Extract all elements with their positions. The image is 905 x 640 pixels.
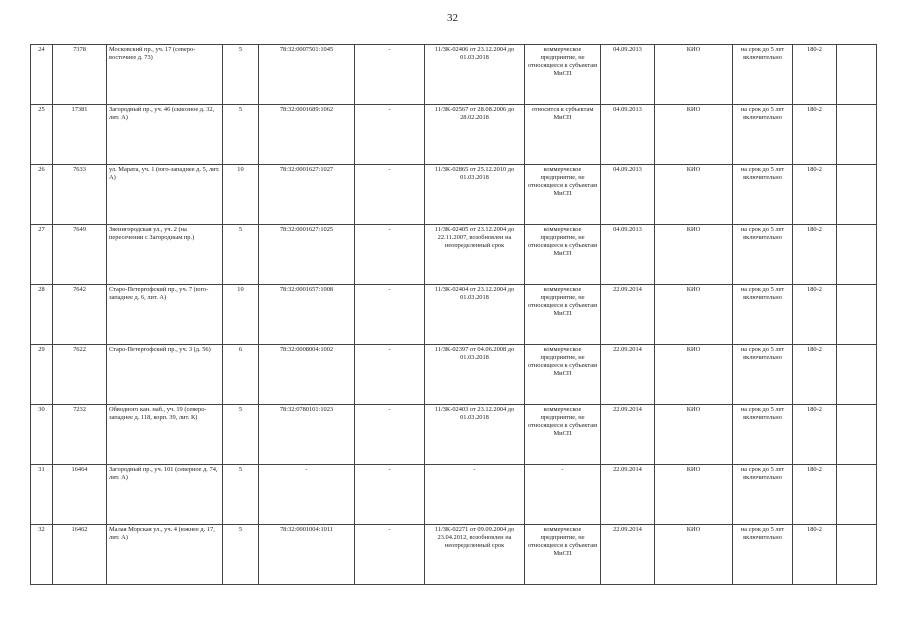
object-id: 7232 bbox=[53, 405, 107, 465]
extra-cell: - bbox=[355, 225, 425, 285]
table-row bbox=[31, 345, 877, 405]
contract-cell: 11/ЗК-02404 от 23.12.2004 до 01.03.2018 bbox=[425, 285, 525, 345]
term-cell: на срок до 5 лет включительно bbox=[733, 225, 793, 285]
org-cell: КИО bbox=[655, 225, 733, 285]
table-row bbox=[31, 405, 877, 465]
table-row bbox=[31, 165, 877, 225]
empty-cell bbox=[837, 45, 877, 105]
address-cell: Малая Морская ул., уч. 4 (южнее д. 17, лит. А) bbox=[107, 525, 223, 585]
code-cell: 180-2 bbox=[793, 285, 837, 345]
extra-cell: - bbox=[355, 285, 425, 345]
term-cell: на срок до 5 лет включительно bbox=[733, 405, 793, 465]
cadastral-number-cell: 78:32:0007501:1045 bbox=[259, 45, 355, 105]
code-cell: 180-2 bbox=[793, 525, 837, 585]
row-number: 31 bbox=[31, 465, 53, 525]
status-cell: коммерческое предприятие, не относящееся к субъектам МиСП bbox=[525, 225, 601, 285]
object-id: 16462 bbox=[53, 525, 107, 585]
extra-cell: - bbox=[355, 405, 425, 465]
date-cell: 04.09.2013 bbox=[601, 105, 655, 165]
area-cell: 5 bbox=[223, 225, 259, 285]
code-cell: 180-2 bbox=[793, 465, 837, 525]
contract-cell: 11/ЗК-02865 от 25.12.2010 до 01.03.2018 bbox=[425, 165, 525, 225]
empty-cell bbox=[837, 105, 877, 165]
code-cell: 180-2 bbox=[793, 45, 837, 105]
row-number: 29 bbox=[31, 345, 53, 405]
contract-cell: 11/ЗК-02271 от 09.09.2004 до 23.04.2012, возобновлен на неопределенный срок bbox=[425, 525, 525, 585]
area-cell: 5 bbox=[223, 405, 259, 465]
cadastral-number-cell: 78:32:0008004:1002 bbox=[259, 345, 355, 405]
contract-cell: 11/ЗК-02567 от 28.08.2006 до 28.02.2018 bbox=[425, 105, 525, 165]
cadastral-number-cell: 78:32:0001689:1062 bbox=[259, 105, 355, 165]
contract-cell: 11/ЗК-02397 от 04.06.2008 до 01.03.2018 bbox=[425, 345, 525, 405]
date-cell: 22.09.2014 bbox=[601, 285, 655, 345]
row-number: 30 bbox=[31, 405, 53, 465]
object-id: 7642 bbox=[53, 285, 107, 345]
date-cell: 04.09.2013 bbox=[601, 45, 655, 105]
term-cell: на срок до 5 лет включительно bbox=[733, 45, 793, 105]
address-cell: Загородный пр., уч. 101 (северное д. 74, лит. А) bbox=[107, 465, 223, 525]
status-cell: коммерческое предприятие, не относящееся к субъектам МиСП bbox=[525, 345, 601, 405]
contract-cell: 11/ЗК-02403 от 23.12.2004 до 01.03.2018 bbox=[425, 405, 525, 465]
address-cell: Звенигородская ул., уч. 2 (на пересечении с Загородным пр.) bbox=[107, 225, 223, 285]
empty-cell bbox=[837, 465, 877, 525]
table-row bbox=[31, 285, 877, 345]
table-row bbox=[31, 225, 877, 285]
row-number: 32 bbox=[31, 525, 53, 585]
table-row bbox=[31, 525, 877, 585]
contract-cell: 11/ЗК-02405 от 23.12.2004 до 22.11.2007, возобновлен на неопределенный срок bbox=[425, 225, 525, 285]
cadastral-number-cell: 78:32:0001627:1025 bbox=[259, 225, 355, 285]
address-cell: Старо-Петергофский пр., уч. 7 (юго-западнее д. 6, лит. А) bbox=[107, 285, 223, 345]
object-id: 7622 bbox=[53, 345, 107, 405]
org-cell: КИО bbox=[655, 525, 733, 585]
date-cell: 22.09.2014 bbox=[601, 465, 655, 525]
object-id: 7649 bbox=[53, 225, 107, 285]
contract-cell: 11/ЗК-02406 от 23.12.2004 до 01.03.2018 bbox=[425, 45, 525, 105]
empty-cell bbox=[837, 225, 877, 285]
cadastral-number-cell: - bbox=[259, 465, 355, 525]
extra-cell: - bbox=[355, 105, 425, 165]
org-cell: КИО bbox=[655, 345, 733, 405]
org-cell: КИО bbox=[655, 285, 733, 345]
row-number: 24 bbox=[31, 45, 53, 105]
address-cell: Старо-Петергофский пр., уч. 3 (д. 56) bbox=[107, 345, 223, 405]
object-id: 7633 bbox=[53, 165, 107, 225]
status-cell: коммерческое предприятие, не относящееся к субъектам МиСП bbox=[525, 45, 601, 105]
area-cell: 5 bbox=[223, 45, 259, 105]
empty-cell bbox=[837, 285, 877, 345]
empty-cell bbox=[837, 165, 877, 225]
table-row bbox=[31, 465, 877, 525]
cadastral-number-cell: 78:32:0001004:1011 bbox=[259, 525, 355, 585]
address-cell: ул. Марата, уч. 1 (юго-западнее д. 5, лит. А) bbox=[107, 165, 223, 225]
row-number: 28 bbox=[31, 285, 53, 345]
area-cell: 10 bbox=[223, 285, 259, 345]
term-cell: на срок до 5 лет включительно bbox=[733, 465, 793, 525]
date-cell: 22.09.2014 bbox=[601, 405, 655, 465]
table-row bbox=[31, 45, 877, 105]
address-cell: Обводного кан. наб., уч. 19 (северо-западнее д. 118, корп. 39, лит. К) bbox=[107, 405, 223, 465]
term-cell: на срок до 5 лет включительно bbox=[733, 345, 793, 405]
object-id: 16464 bbox=[53, 465, 107, 525]
area-cell: 6 bbox=[223, 345, 259, 405]
object-id: 7378 bbox=[53, 45, 107, 105]
code-cell: 180-2 bbox=[793, 225, 837, 285]
org-cell: КИО bbox=[655, 465, 733, 525]
status-cell: коммерческое предприятие, не относящееся к субъектам МиСП bbox=[525, 525, 601, 585]
org-cell: КИО bbox=[655, 105, 733, 165]
object-id: 17381 bbox=[53, 105, 107, 165]
table-row bbox=[31, 105, 877, 165]
row-number: 27 bbox=[31, 225, 53, 285]
status-cell: - bbox=[525, 465, 601, 525]
org-cell: КИО bbox=[655, 45, 733, 105]
date-cell: 04.09.2013 bbox=[601, 165, 655, 225]
term-cell: на срок до 5 лет включительно bbox=[733, 285, 793, 345]
org-cell: КИО bbox=[655, 405, 733, 465]
date-cell: 22.09.2014 bbox=[601, 525, 655, 585]
area-cell: 5 bbox=[223, 105, 259, 165]
status-cell: коммерческое предприятие, не относящееся к субъектам МиСП bbox=[525, 285, 601, 345]
area-cell: 5 bbox=[223, 525, 259, 585]
cadastral-number-cell: 78:32:0001627:1027 bbox=[259, 165, 355, 225]
cadastral-number-cell: 78:32:0001657:1008 bbox=[259, 285, 355, 345]
code-cell: 180-2 bbox=[793, 405, 837, 465]
status-cell: коммерческое предприятие, не относящееся к субъектам МиСП bbox=[525, 165, 601, 225]
area-cell: 10 bbox=[223, 165, 259, 225]
extra-cell: - bbox=[355, 45, 425, 105]
term-cell: на срок до 5 лет включительно bbox=[733, 105, 793, 165]
term-cell: на срок до 5 лет включительно bbox=[733, 525, 793, 585]
code-cell: 180-2 bbox=[793, 105, 837, 165]
page-number: 32 bbox=[447, 12, 458, 24]
row-number: 26 bbox=[31, 165, 53, 225]
code-cell: 180-2 bbox=[793, 165, 837, 225]
extra-cell: - bbox=[355, 345, 425, 405]
date-cell: 04.09.2013 bbox=[601, 225, 655, 285]
status-cell: относится к субъектам МиСП bbox=[525, 105, 601, 165]
row-number: 25 bbox=[31, 105, 53, 165]
empty-cell bbox=[837, 405, 877, 465]
org-cell: КИО bbox=[655, 165, 733, 225]
registry-table bbox=[30, 44, 877, 585]
contract-cell: - bbox=[425, 465, 525, 525]
address-cell: Московский пр., уч. 17 (северо-восточнее д. 73) bbox=[107, 45, 223, 105]
term-cell: на срок до 5 лет включительно bbox=[733, 165, 793, 225]
code-cell: 180-2 bbox=[793, 345, 837, 405]
cadastral-number-cell: 78:32:0780101:1023 bbox=[259, 405, 355, 465]
address-cell: Загородный пр., уч. 46 (сквозное д. 32, лит. А) bbox=[107, 105, 223, 165]
empty-cell bbox=[837, 345, 877, 405]
extra-cell: - bbox=[355, 465, 425, 525]
extra-cell: - bbox=[355, 525, 425, 585]
extra-cell: - bbox=[355, 165, 425, 225]
area-cell: 5 bbox=[223, 465, 259, 525]
empty-cell bbox=[837, 525, 877, 585]
date-cell: 22.09.2014 bbox=[601, 345, 655, 405]
status-cell: коммерческое предприятие, не относящееся к субъектам МиСП bbox=[525, 405, 601, 465]
